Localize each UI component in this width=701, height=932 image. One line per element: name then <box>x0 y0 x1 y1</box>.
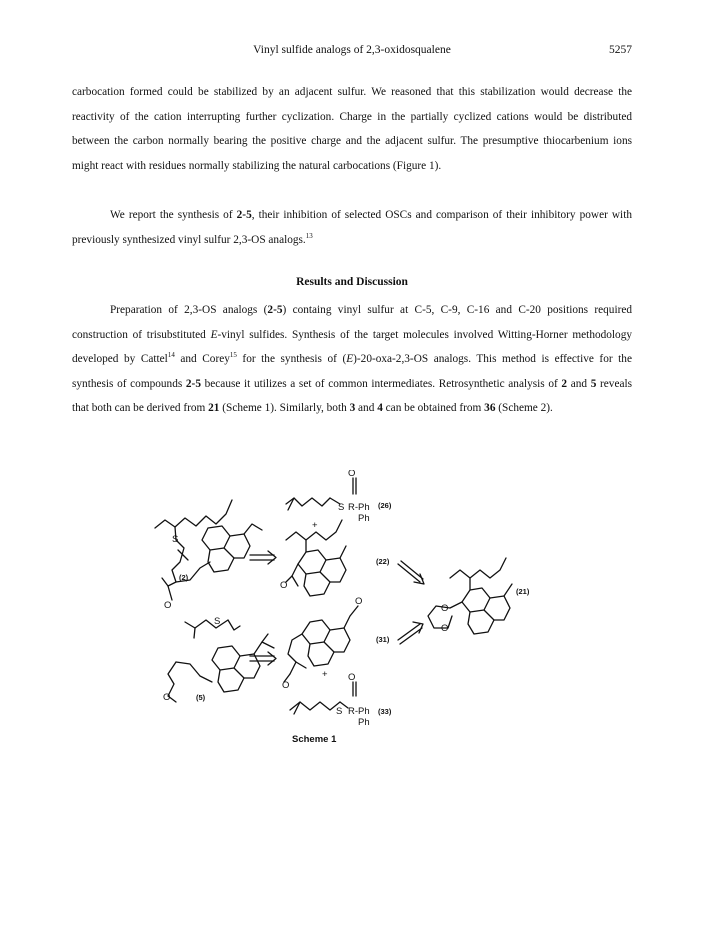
atom-o-33: O <box>348 672 356 683</box>
p3-b3: 2 <box>561 377 568 390</box>
structure-compound-31 <box>284 606 358 682</box>
atom-o-5: O <box>163 692 171 703</box>
structure-compound-2 <box>155 500 262 600</box>
atom-ph-26: Ph <box>358 513 370 524</box>
p3-b6: 3 <box>349 402 356 414</box>
atom-s-33: S <box>336 706 343 717</box>
atom-s-2: S <box>172 534 179 545</box>
p3-t3: -vinyl sulfides. Synthesis of the target molecules involved Witting-Horner methodology developed by Cattel <box>72 328 632 365</box>
p3-t4: and Corey <box>174 353 230 365</box>
paragraph-3 <box>72 298 632 421</box>
p3-t13: (Scheme 2). <box>495 402 553 414</box>
p3-t8: and <box>567 377 591 390</box>
atom-o-2: O <box>164 600 172 611</box>
p2-ref: 13 <box>305 231 313 240</box>
atom-o-26: O <box>348 470 356 479</box>
structure-compound-22 <box>286 520 346 596</box>
p3-b7: 4 <box>377 402 383 414</box>
atom-o-31: O <box>355 596 363 607</box>
atom-o-31b: O <box>282 680 290 691</box>
p3-ref-15: 15 <box>229 351 237 360</box>
p3-t1: Preparation of 2,3-OS analogs ( <box>110 304 268 316</box>
structure-compound-26 <box>286 478 356 510</box>
atom-s-26: S <box>338 502 345 513</box>
p3-t5: for the synthesis of ( <box>236 353 347 365</box>
plus-top: + <box>312 520 318 531</box>
p2-text-a: We report the synthesis of <box>110 209 237 221</box>
label-2: (2) <box>179 573 189 582</box>
p3-t10: (Scheme 1). Similarly, both <box>219 402 350 414</box>
label-5: (5) <box>196 693 206 702</box>
atom-s-5: S <box>214 616 221 627</box>
label-31: (31) <box>376 635 390 644</box>
p3-ref-14: 14 <box>167 351 175 360</box>
atom-rph-26: R-Ph <box>348 502 370 513</box>
p3-t2: ) containg vinyl sulfur at C-5, C-9, C-16 and C-20 positions required construction of trisubstituted <box>72 304 633 341</box>
p2-bold-a: 2-5 <box>236 209 252 221</box>
p3-t11: and <box>355 402 378 414</box>
page-number: 5257 <box>609 44 632 56</box>
retro-arrow-top <box>250 551 276 564</box>
paragraph-2-text <box>72 203 632 252</box>
atom-rph-33: R-Ph <box>348 706 370 717</box>
p3-b5: 21 <box>208 402 220 414</box>
label-33: (33) <box>378 707 392 716</box>
p3-b4: 5 <box>590 377 597 390</box>
p3-t9: reveals that both can be derived from <box>72 377 633 414</box>
scheme-1-figure <box>0 470 701 750</box>
scheme-caption: Scheme 1 <box>292 734 337 745</box>
running-title: Vinyl sulfide analogs of 2,3-oxidosqualene <box>253 44 451 56</box>
label-21: (21) <box>516 587 530 596</box>
paragraph-3-text <box>72 298 632 421</box>
p3-i1: E <box>210 328 218 341</box>
p3-t7: because it utilizes a set of common intermediates. Retrosynthetic analysis of <box>200 377 562 390</box>
paragraph-1-text: carbocation formed could be stabilized by an adjacent sulfur. We reasoned that this stabilization would decrease the reactivity of the cation interrupting further cyclization. Charge in the partially cyclized cations would be distributed between the carbon normally bearing the positive charge and the adjacent sulfur. The presumptive thiocarbenium ions might react with residues normally stabilizing the natural carbocations (Figure 1). <box>72 86 632 172</box>
section-heading: Results and Discussion <box>296 276 408 288</box>
p3-i2: E <box>346 353 354 365</box>
retro-arrow-31 <box>398 622 423 644</box>
p3-t12: can be obtained from <box>382 402 485 414</box>
atom-ph-33: Ph <box>358 717 370 728</box>
structure-compound-33 <box>290 682 356 714</box>
label-22: (22) <box>376 557 390 566</box>
atom-o-21a: O <box>441 603 449 614</box>
p3-b1: 2-5 <box>267 304 283 316</box>
p3-b2: 2-5 <box>185 377 201 390</box>
paragraph-2 <box>72 203 632 252</box>
p3-t6: )-20-oxa-2,3-OS analogs. This method is effective for the synthesis of compounds <box>72 353 632 390</box>
plus-bottom: + <box>322 669 328 680</box>
retro-arrow-22 <box>398 561 424 584</box>
atom-o-21b: O <box>441 623 449 634</box>
label-26: (26) <box>378 501 392 510</box>
paragraph-1 <box>72 80 632 178</box>
p3-b8: 36 <box>484 402 496 414</box>
atom-o-22: O <box>280 580 288 591</box>
p2-text-b: , their inhibition of selected OSCs and comparison of their inhibitory power with previously synthesized vinyl sulfur 2,3-OS analogs. <box>72 209 632 246</box>
